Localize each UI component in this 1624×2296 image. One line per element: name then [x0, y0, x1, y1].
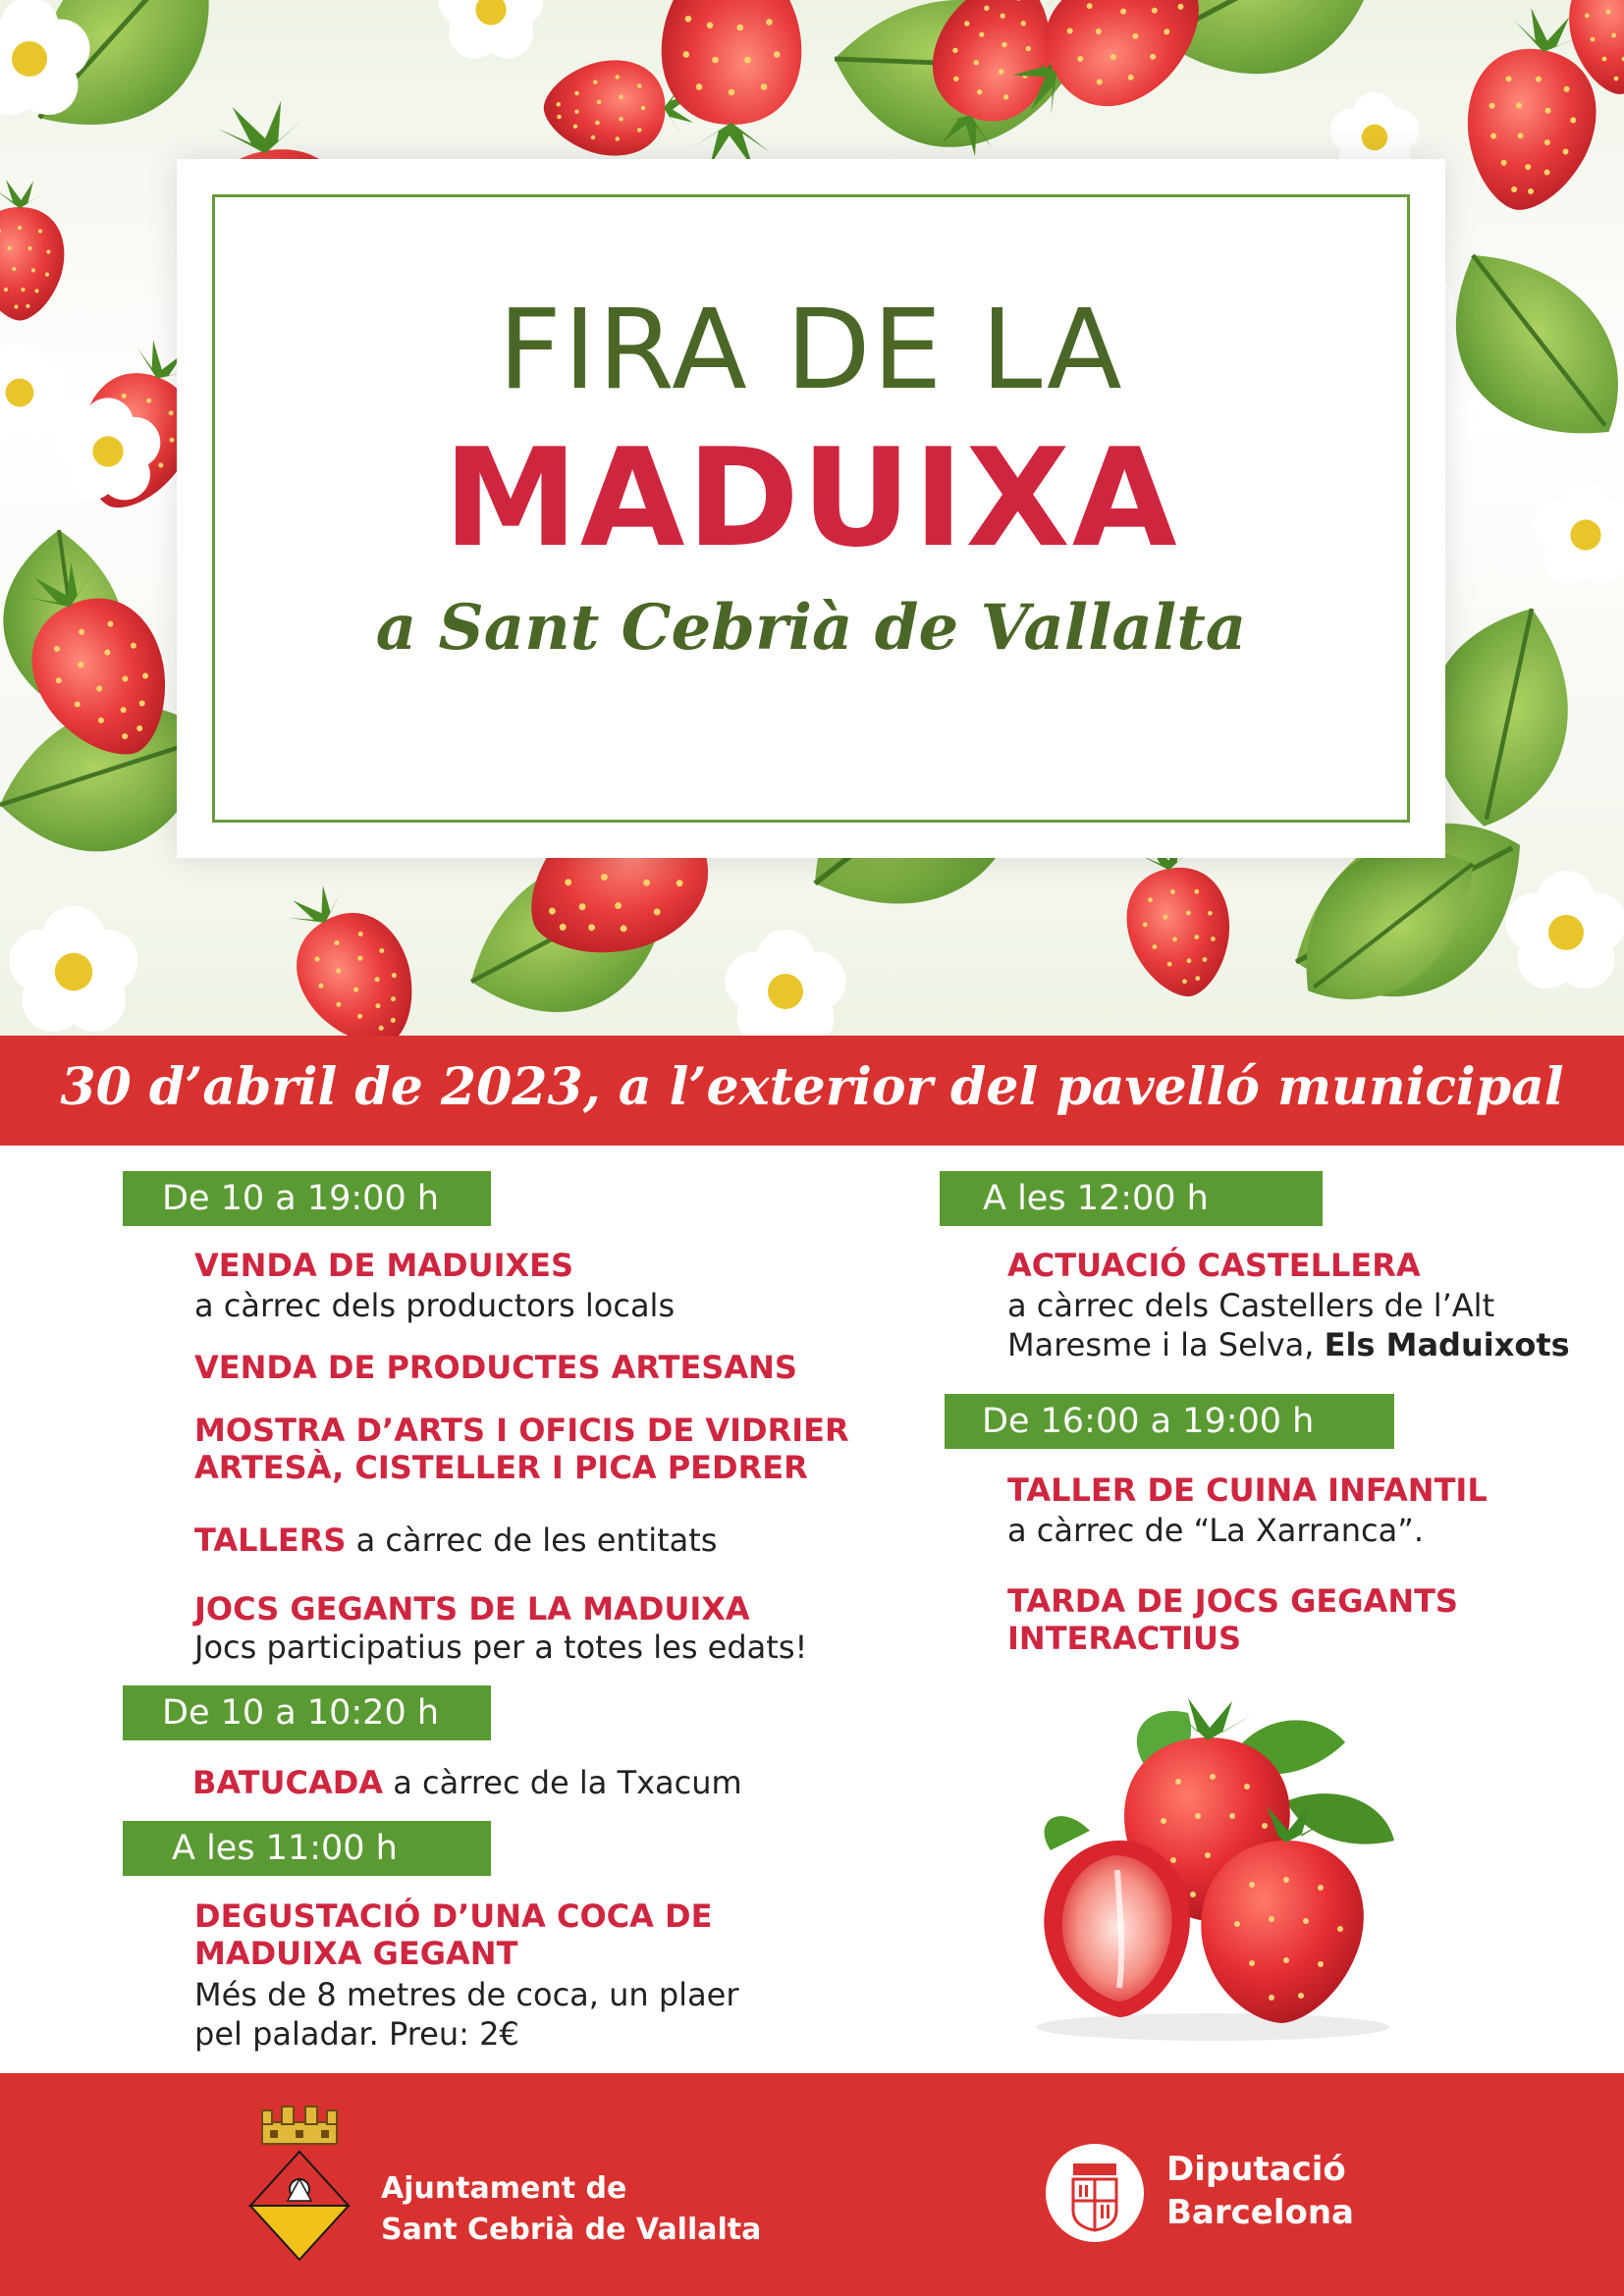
ajuntament-name-line-1: Ajuntament de	[381, 2171, 627, 2206]
time-label-10-19: De 10 a 19:00 h	[123, 1171, 491, 1226]
activity-title-taller-cuina: TALLER DE CUINA INFANTIL	[1007, 1471, 1488, 1509]
time-label-1600-1900: De 16:00 a 19:00 h	[945, 1394, 1394, 1449]
activity-desc-castellera-line-1: a càrrec dels Castellers de l’Alt	[1007, 1287, 1495, 1324]
activity-desc-castellera-bold: Els Maduixots	[1324, 1326, 1570, 1363]
sant-cebria-coat-of-arms-icon	[241, 2103, 358, 2269]
time-label-1100: A les 11:00 h	[123, 1821, 491, 1876]
footer-band	[0, 2073, 1624, 2296]
activity-title-degustacio-line-1: DEGUSTACIÓ D’UNA COCA DE	[194, 1897, 713, 1935]
activity-tallers	[194, 1522, 717, 1559]
activity-title-jocs-gegants: JOCS GEGANTS DE LA MADUIXA	[194, 1590, 750, 1628]
diputacio-barcelona-logo-icon	[1044, 2142, 1146, 2244]
diputacio-name-line-1: Diputació	[1166, 2150, 1346, 2189]
activity-title-mostra-line-2: ARTESÀ, CISTELLER I PICA PEDRER	[194, 1449, 808, 1486]
date-band	[0, 1036, 1624, 1146]
activity-desc-batucada: a càrrec de la Txacum	[383, 1764, 742, 1801]
activity-desc-castellera-prefix: Maresme i la Selva,	[1007, 1326, 1325, 1363]
activity-title-tarda-jocs-line-2: INTERACTIUS	[1007, 1620, 1242, 1657]
title-card	[177, 159, 1445, 858]
activity-title-batucada: BATUCADA	[192, 1764, 384, 1801]
diputacio-name-line-2: Barcelona	[1166, 2193, 1355, 2232]
title-line-2: MADUIXA	[443, 419, 1179, 577]
activity-title-tarda-jocs-line-1: TARDA DE JOCS GEGANTS	[1007, 1582, 1458, 1620]
activity-title-venda-maduixes: VENDA DE MADUIXES	[194, 1247, 574, 1284]
time-label-10-1020: De 10 a 10:20 h	[123, 1685, 491, 1740]
activity-title-degustacio-line-2: MADUIXA GEGANT	[194, 1935, 518, 1972]
activity-desc-tallers: a càrrec de les entitats	[346, 1522, 718, 1559]
time-label-1200: A les 12:00 h	[940, 1171, 1323, 1226]
activity-title-mostra-line-1: MOSTRA D’ARTS I OFICIS DE VIDRIER	[194, 1412, 849, 1449]
subtitle: a Sant Cebrià de Vallalta	[375, 591, 1247, 665]
activity-title-castellera: ACTUACIÓ CASTELLERA	[1007, 1247, 1421, 1284]
activity-desc-castellera-line-2	[1007, 1325, 1570, 1364]
strawberries-illustration	[1001, 1693, 1424, 2047]
activity-desc-degustacio-line-2: pel paladar. Preu: 2€	[194, 2015, 519, 2053]
activity-desc-taller-cuina: a càrrec de “La Xarranca”.	[1007, 1512, 1424, 1549]
ajuntament-name-line-2: Sant Cebrià de Vallalta	[381, 2213, 762, 2247]
activity-desc-venda-maduixes: a càrrec dels productors locals	[194, 1287, 676, 1324]
activity-title-productes-artesans: VENDA DE PRODUCTES ARTESANS	[194, 1349, 797, 1386]
title-line-1: FIRA DE LA	[498, 287, 1124, 414]
activity-batucada	[192, 1764, 742, 1801]
hero-banner	[0, 0, 1624, 1036]
date-location-text: 30 d’abril de 2023, a l’exterior del pavelló municipal	[60, 1057, 1564, 1117]
activity-desc-degustacio-line-1: Més de 8 metres de coca, un plaer	[194, 1976, 739, 2013]
activity-desc-jocs-gegants: Jocs participatius per a totes les edats!	[194, 1629, 808, 1666]
activity-title-tallers: TALLERS	[194, 1522, 347, 1559]
